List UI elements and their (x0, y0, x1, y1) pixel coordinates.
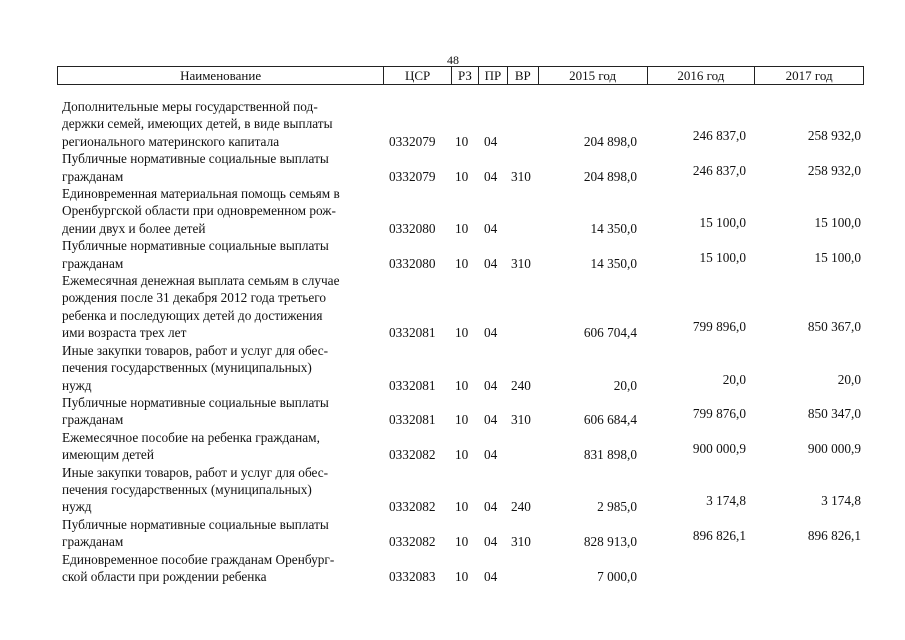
row-csr: 0332081 (389, 412, 436, 428)
header-pr: ПР (479, 67, 508, 84)
row-2015: 204 898,0 (583, 168, 637, 184)
header-vr: ВР (508, 67, 539, 84)
row-rz: 10 (455, 412, 469, 428)
row-2017: 896 826,1 (807, 528, 861, 544)
row-rz: 10 (455, 568, 469, 584)
row-2015: 831 898,0 (583, 447, 637, 463)
table-header (57, 66, 864, 85)
row-csr: 0332081 (389, 325, 436, 341)
row-vr: 240 (511, 499, 531, 515)
row-rz: 10 (455, 377, 469, 393)
row-csr: 0332082 (389, 499, 436, 515)
row-pr: 04 (484, 499, 498, 515)
row-pr: 04 (484, 220, 498, 236)
row-pr: 04 (484, 447, 498, 463)
row-2015: 204 898,0 (583, 133, 637, 149)
table-row (57, 272, 864, 342)
row-name: Публичные нормативные социальные выплаты гражданам (62, 238, 329, 271)
row-csr: 0332082 (389, 447, 436, 463)
row-2016: 246 837,0 (692, 162, 746, 178)
row-2017: 850 347,0 (807, 406, 861, 422)
table-row (57, 464, 864, 516)
row-pr: 04 (484, 168, 498, 184)
row-2016: 15 100,0 (699, 214, 746, 230)
row-pr: 04 (484, 534, 498, 550)
table-row (57, 237, 864, 272)
row-rz: 10 (455, 447, 469, 463)
row-pr: 04 (484, 325, 498, 341)
row-name: Единовременное пособие гражданам Оренбург- ской области при рождении ребенка (62, 551, 335, 584)
row-csr: 0332080 (389, 220, 436, 236)
table-row (57, 551, 864, 586)
row-vr: 310 (511, 412, 531, 428)
row-2017: 258 932,0 (807, 162, 861, 178)
row-pr: 04 (484, 568, 498, 584)
row-csr: 0332079 (389, 133, 436, 149)
row-2015: 606 704,4 (583, 325, 637, 341)
row-2017: 3 174,8 (821, 493, 861, 509)
row-name: Публичные нормативные социальные выплаты гражданам (62, 394, 329, 428)
row-csr: 0332079 (389, 168, 436, 184)
table-row (57, 185, 864, 237)
row-rz: 10 (455, 534, 469, 550)
table-row (57, 98, 864, 150)
row-2017: 258 932,0 (807, 127, 861, 143)
table-row (57, 150, 864, 185)
row-vr: 310 (511, 534, 531, 550)
row-name: Иные закупки товаров, работ и услуг для обес- печения государственных (муниципальных) нужд (62, 464, 329, 515)
row-csr: 0332080 (389, 255, 436, 271)
row-2017: 900 000,9 (807, 441, 861, 457)
row-csr: 0332081 (389, 377, 436, 393)
row-name: Публичные нормативные социальные выплаты гражданам (62, 516, 329, 550)
row-2016: 246 837,0 (692, 127, 746, 143)
row-rz: 10 (455, 325, 469, 341)
row-2017: 850 367,0 (807, 319, 861, 335)
row-vr: 310 (511, 168, 531, 184)
row-2017: 20,0 (837, 371, 861, 387)
row-2016: 799 896,0 (692, 319, 746, 335)
header-2016: 2016 год (648, 67, 756, 84)
row-pr: 04 (484, 133, 498, 149)
row-pr: 04 (484, 412, 498, 428)
row-2016: 15 100,0 (699, 249, 746, 265)
row-csr: 0332083 (389, 568, 436, 584)
header-name: Наименование (58, 67, 384, 84)
row-name: Публичные нормативные социальные выплаты гражданам (62, 151, 329, 184)
row-name: Дополнительные меры государственной под- держки семей, имеющих детей, в виде выплаты регионального материнского капитала (62, 99, 333, 149)
row-2015: 7 000,0 (597, 568, 637, 584)
header-csr: ЦСР (384, 67, 452, 84)
row-rz: 10 (455, 168, 469, 184)
row-name: Ежемесячная денежная выплата семьям в случае рождения после 31 декабря 2012 года третьего ребенка и последующих детей до достижения ими возраста трех лет (62, 273, 340, 341)
row-2016: 900 000,9 (692, 441, 746, 457)
row-pr: 04 (484, 255, 498, 271)
row-vr: 310 (511, 255, 531, 271)
row-csr: 0332082 (389, 534, 436, 550)
table-row (57, 342, 864, 394)
row-2017: 15 100,0 (814, 214, 861, 230)
row-2015: 20,0 (613, 377, 637, 393)
row-2015: 828 913,0 (583, 534, 637, 550)
row-2015: 606 684,4 (583, 412, 637, 428)
table-row (57, 516, 864, 551)
header-2017: 2017 год (785, 68, 833, 83)
row-name: Единовременная материальная помощь семьям в Оренбургской области при одновременном рож- дении двух и более детей (62, 186, 340, 236)
table-body (57, 98, 864, 585)
row-2015: 14 350,0 (590, 220, 637, 236)
row-name: Ежемесячное пособие на ребенка гражданам, имеющим детей (62, 429, 320, 463)
page-number: 48 (447, 53, 459, 67)
row-2015: 14 350,0 (590, 255, 637, 271)
row-2016: 896 826,1 (692, 528, 746, 544)
row-pr: 04 (484, 377, 498, 393)
row-vr: 240 (511, 377, 531, 393)
row-rz: 10 (455, 133, 469, 149)
table-row (57, 429, 864, 464)
row-2015: 2 985,0 (597, 499, 637, 515)
row-2017: 15 100,0 (814, 249, 861, 265)
row-2016: 799 876,0 (692, 406, 746, 422)
row-name: Иные закупки товаров, работ и услуг для обес- печения государственных (муниципальных) нужд (62, 342, 329, 393)
row-2016: 20,0 (722, 371, 746, 387)
row-rz: 10 (455, 499, 469, 515)
header-rz: РЗ (452, 67, 479, 84)
table-row (57, 394, 864, 429)
header-2015: 2015 год (539, 67, 648, 84)
row-2016: 3 174,8 (706, 493, 746, 509)
row-rz: 10 (455, 220, 469, 236)
row-rz: 10 (455, 255, 469, 271)
